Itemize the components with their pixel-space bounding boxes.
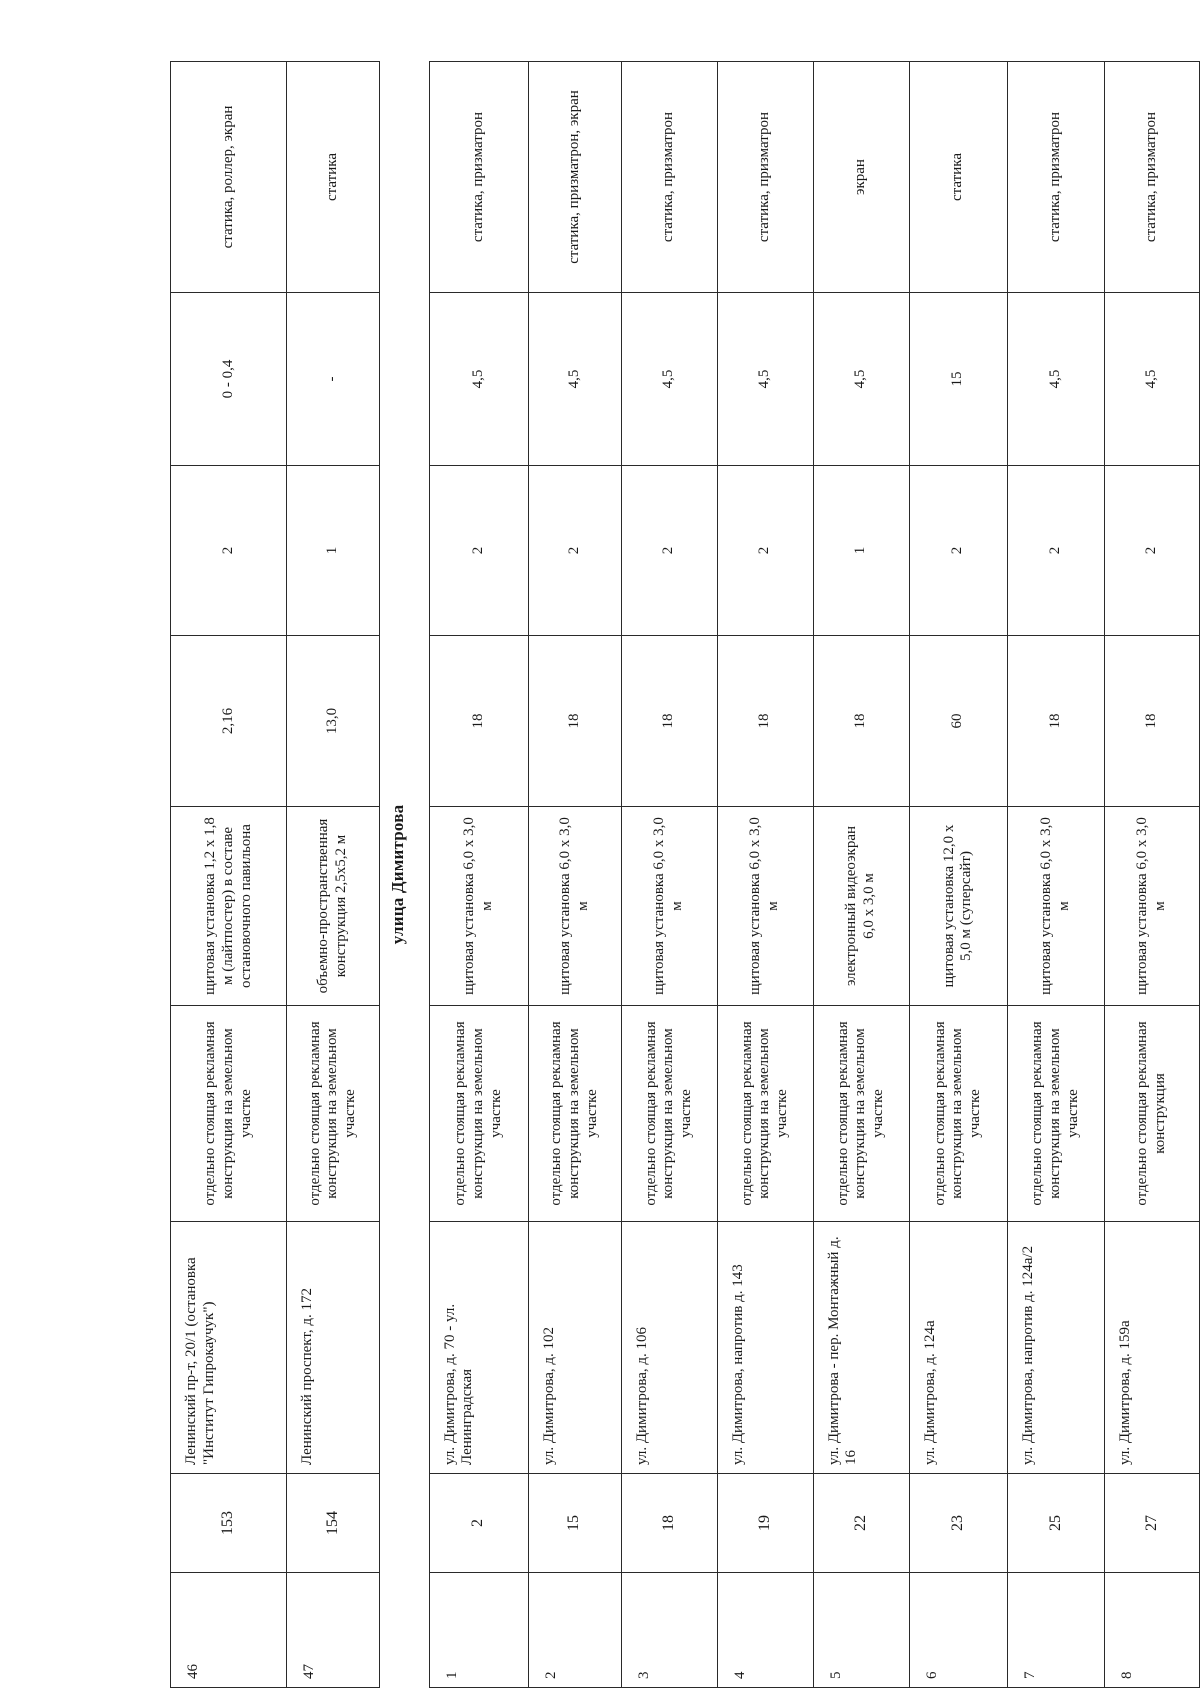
- distance-cell: 4,5: [429, 293, 528, 466]
- row-number: 4: [717, 1573, 813, 1688]
- address-cell: ул. Димитрова, д. 102: [529, 1222, 622, 1474]
- table-row: [171, 62, 287, 1688]
- distance-cell: 15: [909, 293, 1007, 466]
- technology-cell: статика, роллер, экран: [171, 62, 287, 293]
- sides-cell: 2: [529, 466, 622, 636]
- object-id: 23: [909, 1474, 1007, 1573]
- address-cell: ул. Димитрова, напротив д. 124а/2: [1007, 1222, 1104, 1474]
- row-number: 2: [529, 1573, 622, 1688]
- area-cell: 18: [429, 636, 528, 807]
- sides-cell: 2: [621, 466, 717, 636]
- area-cell: 13,0: [287, 636, 380, 807]
- construction-cell: объемно-пространственная конструкция 2,5х5,2 м: [287, 807, 380, 1006]
- address-cell: ул. Димитрова, д. 124а: [909, 1222, 1007, 1474]
- advertising-structures-table: [170, 61, 1200, 1688]
- address-cell: ул. Димитрова - пер. Монтажный д. 16: [813, 1222, 909, 1474]
- sides-cell: 1: [287, 466, 380, 636]
- object-id: 153: [171, 1474, 287, 1573]
- distance-cell: 4,5: [717, 293, 813, 466]
- distance-cell: 4,5: [1105, 293, 1200, 466]
- structure-kind-cell: отдельно стоящая рекламная конструкция на земельном участке: [529, 1006, 622, 1222]
- table-row: [1105, 62, 1200, 1688]
- structure-kind-cell: отдельно стоящая рекламная конструкция на земельном участке: [171, 1006, 287, 1222]
- object-id: 154: [287, 1474, 380, 1573]
- table-row: [429, 62, 528, 1688]
- street-header-row: [379, 62, 429, 1688]
- address-cell: ул. Димитрова, д. 106: [621, 1222, 717, 1474]
- sides-cell: 1: [813, 466, 909, 636]
- table-row: [287, 62, 380, 1688]
- object-id: 22: [813, 1474, 909, 1573]
- address-cell: ул. Димитрова, д. 70 - ул. Ленинградская: [429, 1222, 528, 1474]
- address-cell: ул. Димитрова, напротив д. 143: [717, 1222, 813, 1474]
- table-row: [1007, 62, 1104, 1688]
- technology-cell: статика, призматрон, экран: [529, 62, 622, 293]
- structure-kind-cell: отдельно стоящая рекламная конструкция на земельном участке: [429, 1006, 528, 1222]
- sides-cell: 2: [909, 466, 1007, 636]
- table-row: [529, 62, 622, 1688]
- address-cell: Ленинский пр-т, 20/1 (остановка "Институт Гипрокаучук"): [171, 1222, 287, 1474]
- construction-cell: щитовая установка 6,0 х 3,0 м: [1105, 807, 1200, 1006]
- area-cell: 18: [1007, 636, 1104, 807]
- area-cell: 18: [529, 636, 622, 807]
- structure-kind-cell: отдельно стоящая рекламная конструкция на земельном участке: [909, 1006, 1007, 1222]
- construction-cell: электронный видеоэкран 6,0 х 3,0 м: [813, 807, 909, 1006]
- construction-cell: щитовая установка 12,0 х 5,0 м (суперсайт): [909, 807, 1007, 1006]
- row-number: 47: [287, 1573, 380, 1688]
- technology-cell: статика: [909, 62, 1007, 293]
- structure-kind-cell: отдельно стоящая рекламная конструкция: [1105, 1006, 1200, 1222]
- object-id: 25: [1007, 1474, 1104, 1573]
- table-row: [621, 62, 717, 1688]
- area-cell: 60: [909, 636, 1007, 807]
- technology-cell: статика, призматрон: [621, 62, 717, 293]
- technology-cell: статика: [287, 62, 380, 293]
- construction-cell: щитовая установка 6,0 х 3,0 м: [529, 807, 622, 1006]
- structure-kind-cell: отдельно стоящая рекламная конструкция на земельном участке: [1007, 1006, 1104, 1222]
- row-number: 6: [909, 1573, 1007, 1688]
- area-cell: 18: [813, 636, 909, 807]
- construction-cell: щитовая установка 6,0 х 3,0 м: [621, 807, 717, 1006]
- row-number: 5: [813, 1573, 909, 1688]
- object-id: 27: [1105, 1474, 1200, 1573]
- rotated-table-frame: [170, 62, 1200, 1688]
- technology-cell: экран: [813, 62, 909, 293]
- address-cell: ул. Димитрова, д. 159а: [1105, 1222, 1200, 1474]
- document-page: [170, 62, 1200, 1688]
- structure-kind-cell: отдельно стоящая рекламная конструкция на земельном участке: [717, 1006, 813, 1222]
- object-id: 18: [621, 1474, 717, 1573]
- area-cell: 18: [717, 636, 813, 807]
- distance-cell: 4,5: [1007, 293, 1104, 466]
- distance-cell: -: [287, 293, 380, 466]
- area-cell: 18: [1105, 636, 1200, 807]
- row-number: 3: [621, 1573, 717, 1688]
- address-cell: Ленинский проспект, д. 172: [287, 1222, 380, 1474]
- row-number: 7: [1007, 1573, 1104, 1688]
- sides-cell: 2: [429, 466, 528, 636]
- object-id: 15: [529, 1474, 622, 1573]
- technology-cell: статика, призматрон: [429, 62, 528, 293]
- row-number: 46: [171, 1573, 287, 1688]
- construction-cell: щитовая установка 1,2 х 1,8 м (лайтпостер) в составе остановочного павильона: [171, 807, 287, 1006]
- area-cell: 2,16: [171, 636, 287, 807]
- object-id: 19: [717, 1474, 813, 1573]
- row-number: 1: [429, 1573, 528, 1688]
- sides-cell: 2: [1105, 466, 1200, 636]
- technology-cell: статика, призматрон: [717, 62, 813, 293]
- table-row: [813, 62, 909, 1688]
- structure-kind-cell: отдельно стоящая рекламная конструкция на земельном участке: [813, 1006, 909, 1222]
- technology-cell: статика, призматрон: [1105, 62, 1200, 293]
- distance-cell: 4,5: [813, 293, 909, 466]
- table-row: [909, 62, 1007, 1688]
- distance-cell: 4,5: [529, 293, 622, 466]
- row-number: 8: [1105, 1573, 1200, 1688]
- object-id: 2: [429, 1474, 528, 1573]
- technology-cell: статика, призматрон: [1007, 62, 1104, 293]
- structure-kind-cell: отдельно стоящая рекламная конструкция на земельном участке: [621, 1006, 717, 1222]
- sides-cell: 2: [1007, 466, 1104, 636]
- structure-kind-cell: отдельно стоящая рекламная конструкция на земельном участке: [287, 1006, 380, 1222]
- table-row: [717, 62, 813, 1688]
- construction-cell: щитовая установка 6,0 х 3,0 м: [1007, 807, 1104, 1006]
- street-heading: улица Димитрова: [379, 62, 429, 1688]
- sides-cell: 2: [717, 466, 813, 636]
- construction-cell: щитовая установка 6,0 х 3,0 м: [429, 807, 528, 1006]
- distance-cell: 0 - 0,4: [171, 293, 287, 466]
- sides-cell: 2: [171, 466, 287, 636]
- area-cell: 18: [621, 636, 717, 807]
- distance-cell: 4,5: [621, 293, 717, 466]
- construction-cell: щитовая установка 6,0 х 3,0 м: [717, 807, 813, 1006]
